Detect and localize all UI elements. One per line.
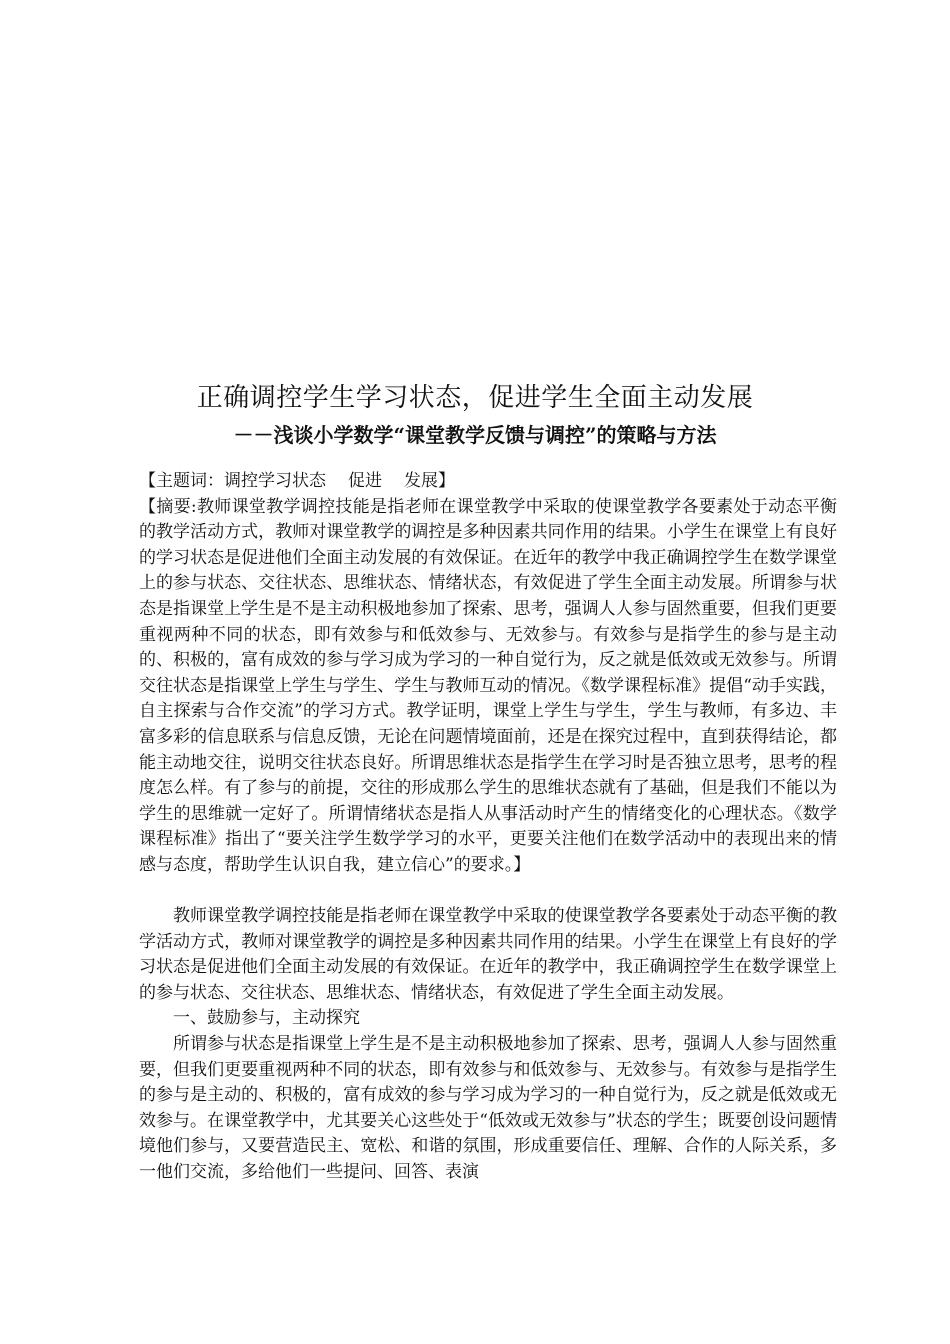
keyword-item: 发展】 [404,471,455,491]
section-heading: 一、鼓励参与，主动探究 [173,1008,360,1029]
body-paragraph: 所谓参与状态是指课堂上学生是不是主动积极地参加了探索、思考，强调人人参与固然重要，但我们更要重视两种不同的状态，即有效参与和低效参与、无效参与。有效参与是指学生的参与是主动的、积极的，富有成效的参与学习成为学习的一种自觉行为，反之就是低效或无效参与。在课堂教学中，尤其要关心这些处于“低效或无效参与”状态的学生；既要创设问题情境他们参与，又要营造民主、宽松、和谐的氛围，形成重要信任、理解、合作的人际关系，多一他们交流，多给他们一些提问、回答、表演 [139,1034,837,1183]
blank-line [139,879,837,905]
document-body [139,469,837,1186]
document-subtitle: －－浅谈小学数学“课堂教学反馈与调控”的策略与方法 [233,423,717,447]
document-title: 正确调控学生学习状态，促进学生全面主动发展 [196,383,754,413]
keywords-line [139,469,837,495]
keywords-label: 【主题词：调控学习状态 [139,471,326,491]
keyword-item: 促进 [348,471,382,491]
abstract-paragraph: 【摘要:教师课堂教学调控技能是指老师在课堂教学中采取的使课堂教学各要素处于动态平衡的教学活动方式，教师对课堂教学的调控是多种因素共同作用的结果。小学生在课堂上有良好的学习状态是促进他们全面主动发展的有效保证。在近年的教学中我正确调控学生在数学课堂上的参与状态、交往状态、思维状态、情绪状态，有效促进了学生全面主动发展。所谓参与状态是指课堂上学生是不是主动积极地参加了探索、思考，强调人人参与固然重要，但我们更要重视两种不同的状态，即有效参与和低效参与、无效参与。有效参与是指学生的参与是主动的、积极的，富有成效的参与学习成为学习的一种自觉行为，反之就是低效或无效参与。所谓交往状态是指课堂上学生与学生、学生与教师互动的情况。《数学课程标准》提倡“动手实践，自主探索与合作交流”的学习方式。教学证明，课堂上学生与学生，学生与教师，有多边、丰富多彩的信息联系与信息反馈，无论在问题情境面前，还是在探究过程中，直到获得结论，都能主动地交往，说明交往状态良好。所谓思维状态是指学生在学习时是否独立思考，思考的程度怎么样。有了参与的前提，交往的形成那么学生的思维状态就有了基础，但是我们不能以为学生的思维就一定好了。所谓情绪状态是指人从事活动时产生的情绪变化的心理状态。《数学课程标准》指出了“要关注学生数学学习的水平，更要关注他们在数学活动中的表现出来的情感与态度，帮助学生认识自我，建立信心”的要求。】 [139,496,837,875]
body-paragraph: 教师课堂教学调控技能是指老师在课堂教学中采取的使课堂教学各要素处于动态平衡的教学活动方式，教师对课堂教学的调控是多种因素共同作用的结果。小学生在课堂上有良好的学习状态是促进他们全面主动发展的有效保证。在近年的教学中，我正确调控学生在数学课堂上的参与状态、交往状态、思维状态、情绪状态，有效促进了学生全面主动发展。 [139,906,837,1003]
